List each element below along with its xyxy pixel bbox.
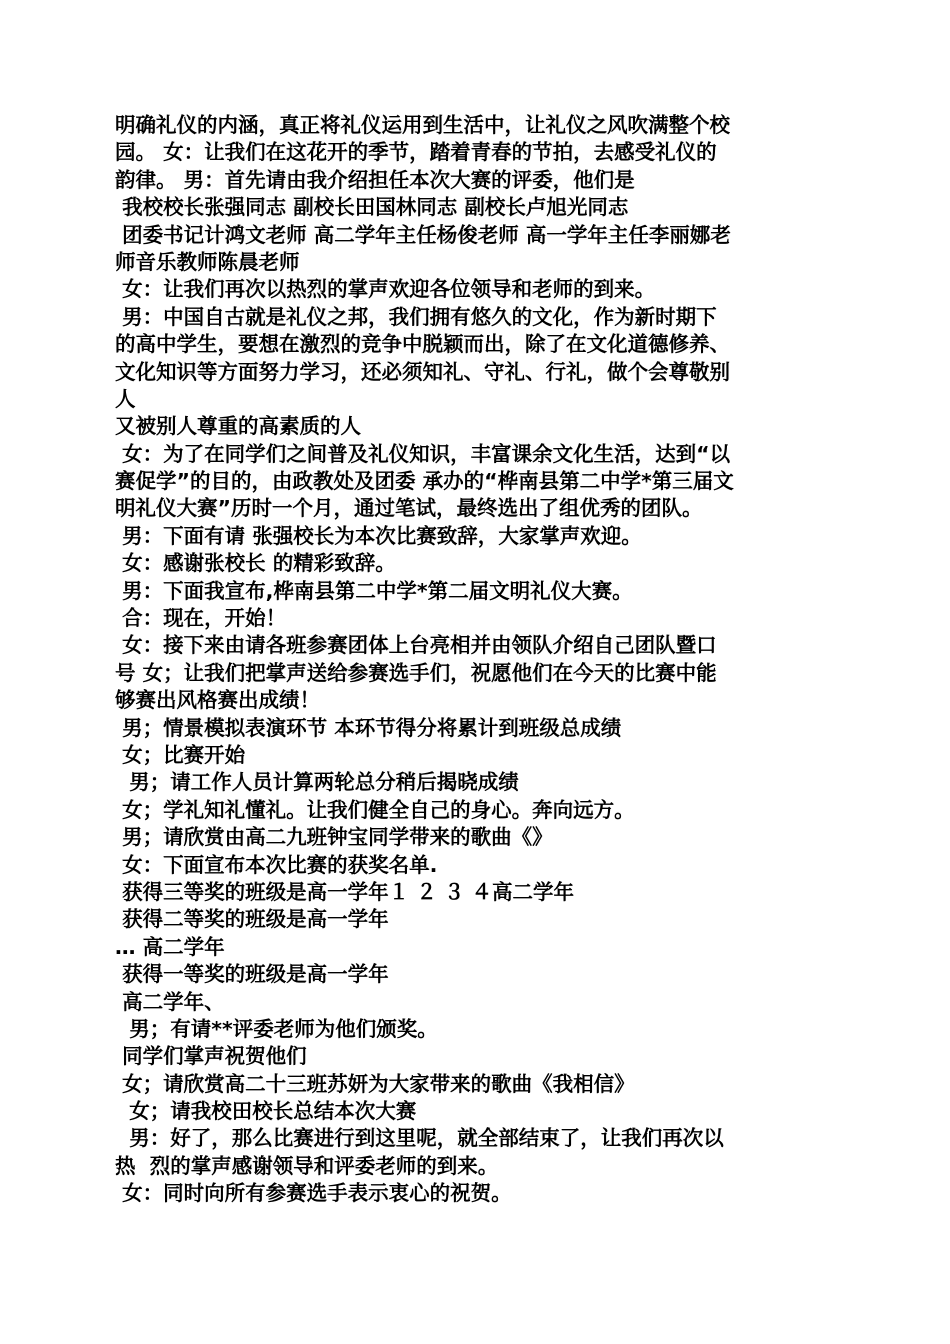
text-line: 人 bbox=[115, 386, 136, 411]
document-body bbox=[115, 112, 840, 1208]
text-line: 合：现在，开始！ bbox=[115, 606, 287, 631]
text-line: 男；情景模拟表演环节 本环节得分将累计到班级总成绩 bbox=[115, 715, 622, 740]
text-line: 获得一等奖的班级是高一学年 bbox=[115, 962, 389, 987]
text-line: 韵律。 男：首先请由我介绍担任本次大赛的评委，他们是 bbox=[115, 167, 635, 192]
text-line: 女：感谢张校长 的精彩致辞。 bbox=[115, 551, 396, 576]
text-line: 赛促学”的目的，由政教处及团委 承办的“桦南县第二中学*第三届文 bbox=[115, 469, 734, 494]
text-line: 获得三等奖的班级是高一学年１ ２ ３ ４高二学年 bbox=[115, 879, 575, 904]
text-line: 男；请欣赏由高二九班钟宝同学带来的歌曲《》 bbox=[115, 825, 553, 850]
text-line: 同学们掌声祝贺他们 bbox=[115, 1044, 307, 1069]
text-line: 男；有请**评委老师为他们颁奖。 bbox=[115, 1016, 438, 1041]
text-line: 女；比赛开始 bbox=[115, 742, 246, 767]
text-line: 够赛出风格赛出成绩！ bbox=[115, 688, 320, 713]
text-line: 女；请我校田校长总结本次大赛 bbox=[115, 1099, 417, 1124]
text-line: 师音乐教师陈晨老师 bbox=[115, 249, 300, 274]
text-line: 女：接下来由请各班参赛团体上台亮相并由领队介绍自己团队暨口 bbox=[115, 633, 717, 658]
text-line: 文化知识等方面努力学习，还必须知礼、守礼、行礼，做个会尊敬别 bbox=[115, 359, 730, 384]
text-line: … 高二学年 bbox=[115, 934, 225, 959]
text-line: 高二学年、 bbox=[115, 989, 225, 1014]
text-line: 男：下面我宣布,桦南县第二中学*第二届文明礼仪大赛。 bbox=[115, 578, 633, 603]
text-line: 女：下面宣布本次比赛的获奖名单. bbox=[115, 852, 438, 877]
text-line: 男：中国自古就是礼仪之邦，我们拥有悠久的文化，作为新时期下 bbox=[115, 304, 717, 329]
text-line: 园。 女：让我们在这花开的季节，踏着青春的节拍，去感受礼仪的 bbox=[115, 140, 717, 165]
text-line: 团委书记计鸿文老师 高二学年主任杨俊老师 高一学年主任李丽娜老 bbox=[115, 222, 731, 247]
text-line: 女：同时向所有参赛选手表示衷心的祝贺。 bbox=[115, 1181, 512, 1206]
text-line: 男：好了，那么比赛进行到这里呢，就全部结束了，让我们再次以 bbox=[115, 1126, 724, 1151]
text-line: 女：为了在同学们之间普及礼仪知识，丰富课余文化生活，达到“以 bbox=[115, 441, 731, 466]
text-line: 女：让我们再次以热烈的掌声欢迎各位领导和老师的到来。 bbox=[115, 277, 656, 302]
text-line: 男；请工作人员计算两轮总分稍后揭晓成绩 bbox=[115, 770, 519, 795]
text-line: 女；请欣赏高二十三班苏妍为大家带来的歌曲《我相信》 bbox=[115, 1071, 635, 1096]
text-line: 号 女；让我们把掌声送给参赛选手们，祝愿他们在今天的比赛中能 bbox=[115, 660, 717, 685]
text-line: 男：下面有请 张强校长为本次比赛致辞，大家掌声欢迎。 bbox=[115, 523, 642, 548]
text-line: 明确礼仪的内涵，真正将礼仪运用到生活中，让礼仪之风吹满整个校 bbox=[115, 113, 730, 137]
text-line: 获得二等奖的班级是高一学年 bbox=[115, 907, 389, 932]
text-line: 明礼仪大赛”历时一个月，通过笔试，最终选出了组优秀的团队。 bbox=[115, 496, 703, 521]
text-line: 的高中学生，要想在激烈的竞争中脱颖而出，除了在文化道德修养、 bbox=[115, 332, 730, 357]
text-line: 热 烈的掌声感谢领导和评委老师的到来。 bbox=[115, 1153, 499, 1178]
text-line: 女；学礼知礼懂礼。让我们健全自己的身心。奔向远方。 bbox=[115, 797, 635, 822]
text-line: 我校校长张强同志 副校长田国林同志 副校长卢旭光同志 bbox=[115, 195, 629, 220]
text-line: 又被别人尊重的高素质的人 bbox=[115, 414, 361, 439]
